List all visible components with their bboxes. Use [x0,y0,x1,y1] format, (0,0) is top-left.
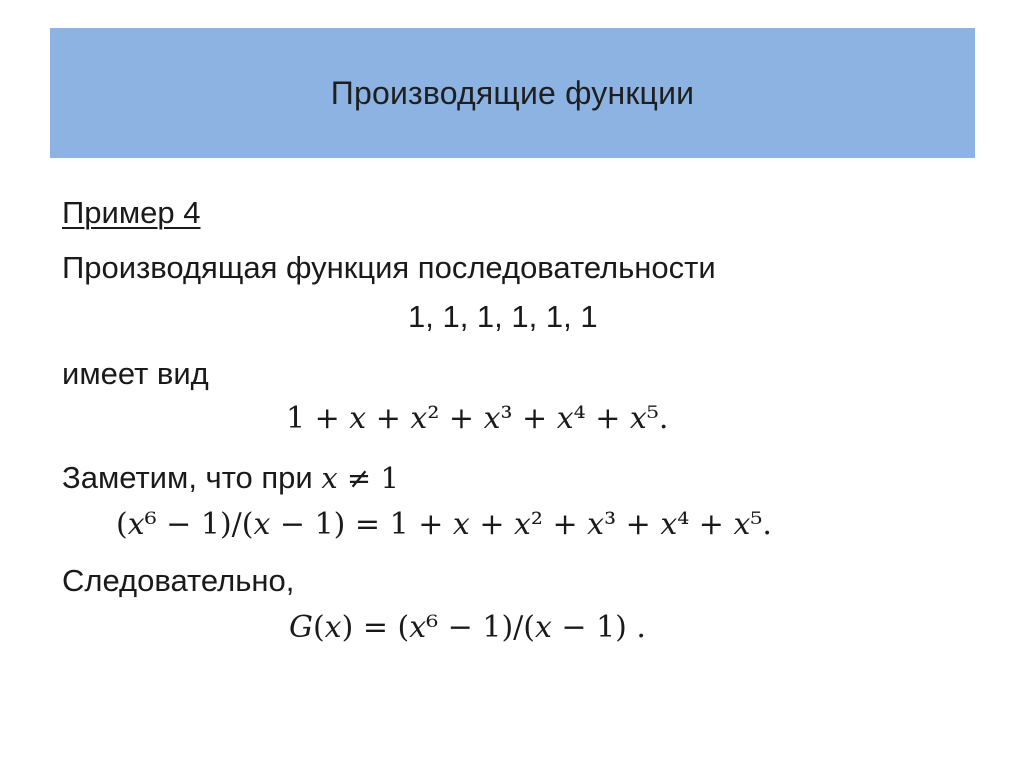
note-text [62,462,399,493]
has-form-text: имеет вид [62,356,209,391]
formula-sum: 1 + 𝑥 + 𝑥² + 𝑥³ + 𝑥⁴ + 𝑥⁵. [286,401,669,436]
sequence-values: 1, 1, 1, 1, 1, 1 [408,299,598,334]
title-band [50,28,975,158]
note-condition: 𝑥 ≠ 1 [321,461,399,495]
formula-ratio: (𝑥⁶ − 1)/(𝑥 − 1) = 1 + 𝑥 + 𝑥² + 𝑥³ + 𝑥⁴ + 𝑥⁵. [116,507,772,542]
sequence-intro-text: Производящая функция последовательности [62,250,716,285]
slide-title: Производящие функции [330,74,695,111]
therefore-text: Следовательно, [62,563,295,598]
example-label: Пример 4 [62,195,201,230]
formula-generating-function: 𝐺(𝑥) = (𝑥⁶ − 1)/(𝑥 − 1) . [289,610,646,645]
note-prefix: Заметим, что при [62,460,322,495]
